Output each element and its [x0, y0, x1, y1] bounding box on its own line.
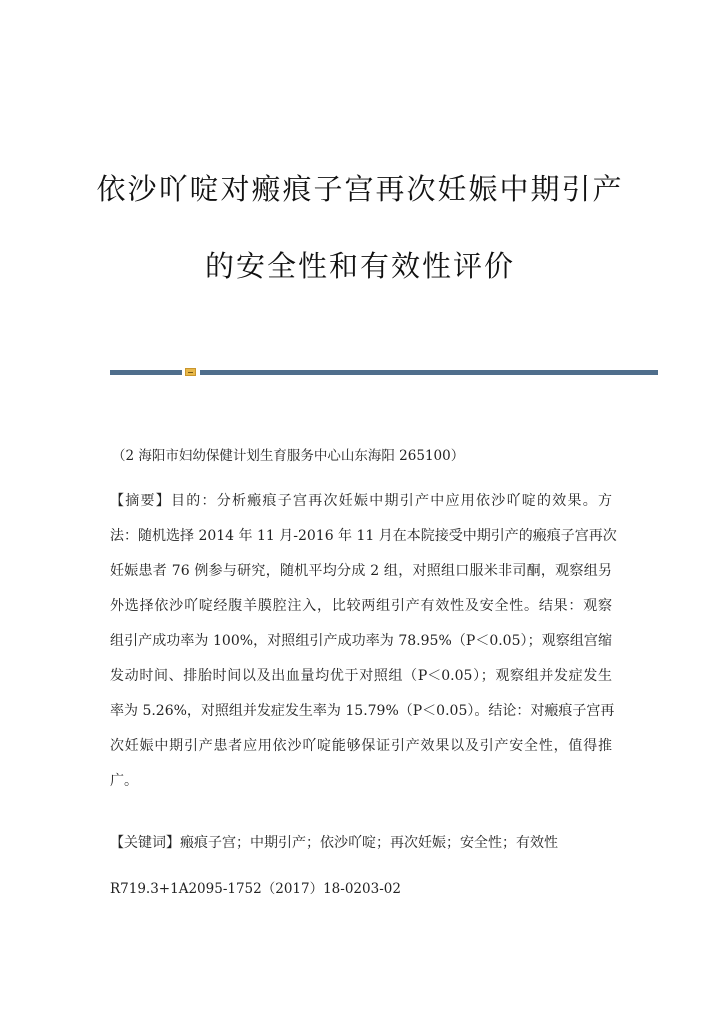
abstract-line: 广。 [110, 773, 138, 789]
abstract-line: 法：随机选择 2014 年 11 月-2016 年 11 月在本院接受中期引产的瘢痕子宫再次 [110, 528, 617, 544]
keywords: 【关键词】瘢痕子宫；中期引产；依沙吖啶；再次妊娠；安全性；有效性 [110, 835, 558, 851]
abstract-line: 率为 5.26%，对照组并发症发生率为 15.79%（P＜0.05）。结论：对瘢痕子宫再 [110, 703, 615, 719]
divider-right-bar [200, 370, 658, 375]
abstract-line: 外选择依沙吖啶经腹羊膜腔注入，比较两组引产有效性及安全性。结果：观察 [110, 598, 612, 614]
classification-code: R719.3+1A2095-1752（2017）18-0203-02 [110, 881, 401, 897]
divider-emblem-icon [185, 368, 196, 376]
title-line-2: 的安全性和有效性评价 [204, 249, 515, 283]
abstract-line: 发动时间、排胎时间以及出血量均优于对照组（P＜0.05）；观察组并发症发生 [110, 668, 612, 684]
abstract-line: 组引产成功率为 100%，对照组引产成功率为 78.95%（P＜0.05）；观察组宫缩 [110, 633, 612, 649]
abstract-line: 次妊娠中期引产患者应用依沙吖啶能够保证引产效果以及引产安全性，值得推 [110, 738, 612, 754]
title-line-1: 依沙吖啶对瘢痕子宫再次妊娠中期引产 [96, 172, 624, 206]
divider-left-bar [110, 370, 182, 375]
title-divider [110, 368, 658, 376]
abstract-block [110, 484, 617, 799]
abstract-line: 【摘要】目的：分析瘢痕子宫再次妊娠中期引产中应用依沙吖啶的效果。方 [110, 493, 612, 509]
author-affiliation: （2 海阳市妇幼保健计划生育服务中心山东海阳 265100） [112, 448, 465, 464]
abstract-line: 妊娠患者 76 例参与研究，随机平均分成 2 组，对照组口服米非司酮，观察组另 [110, 563, 612, 579]
